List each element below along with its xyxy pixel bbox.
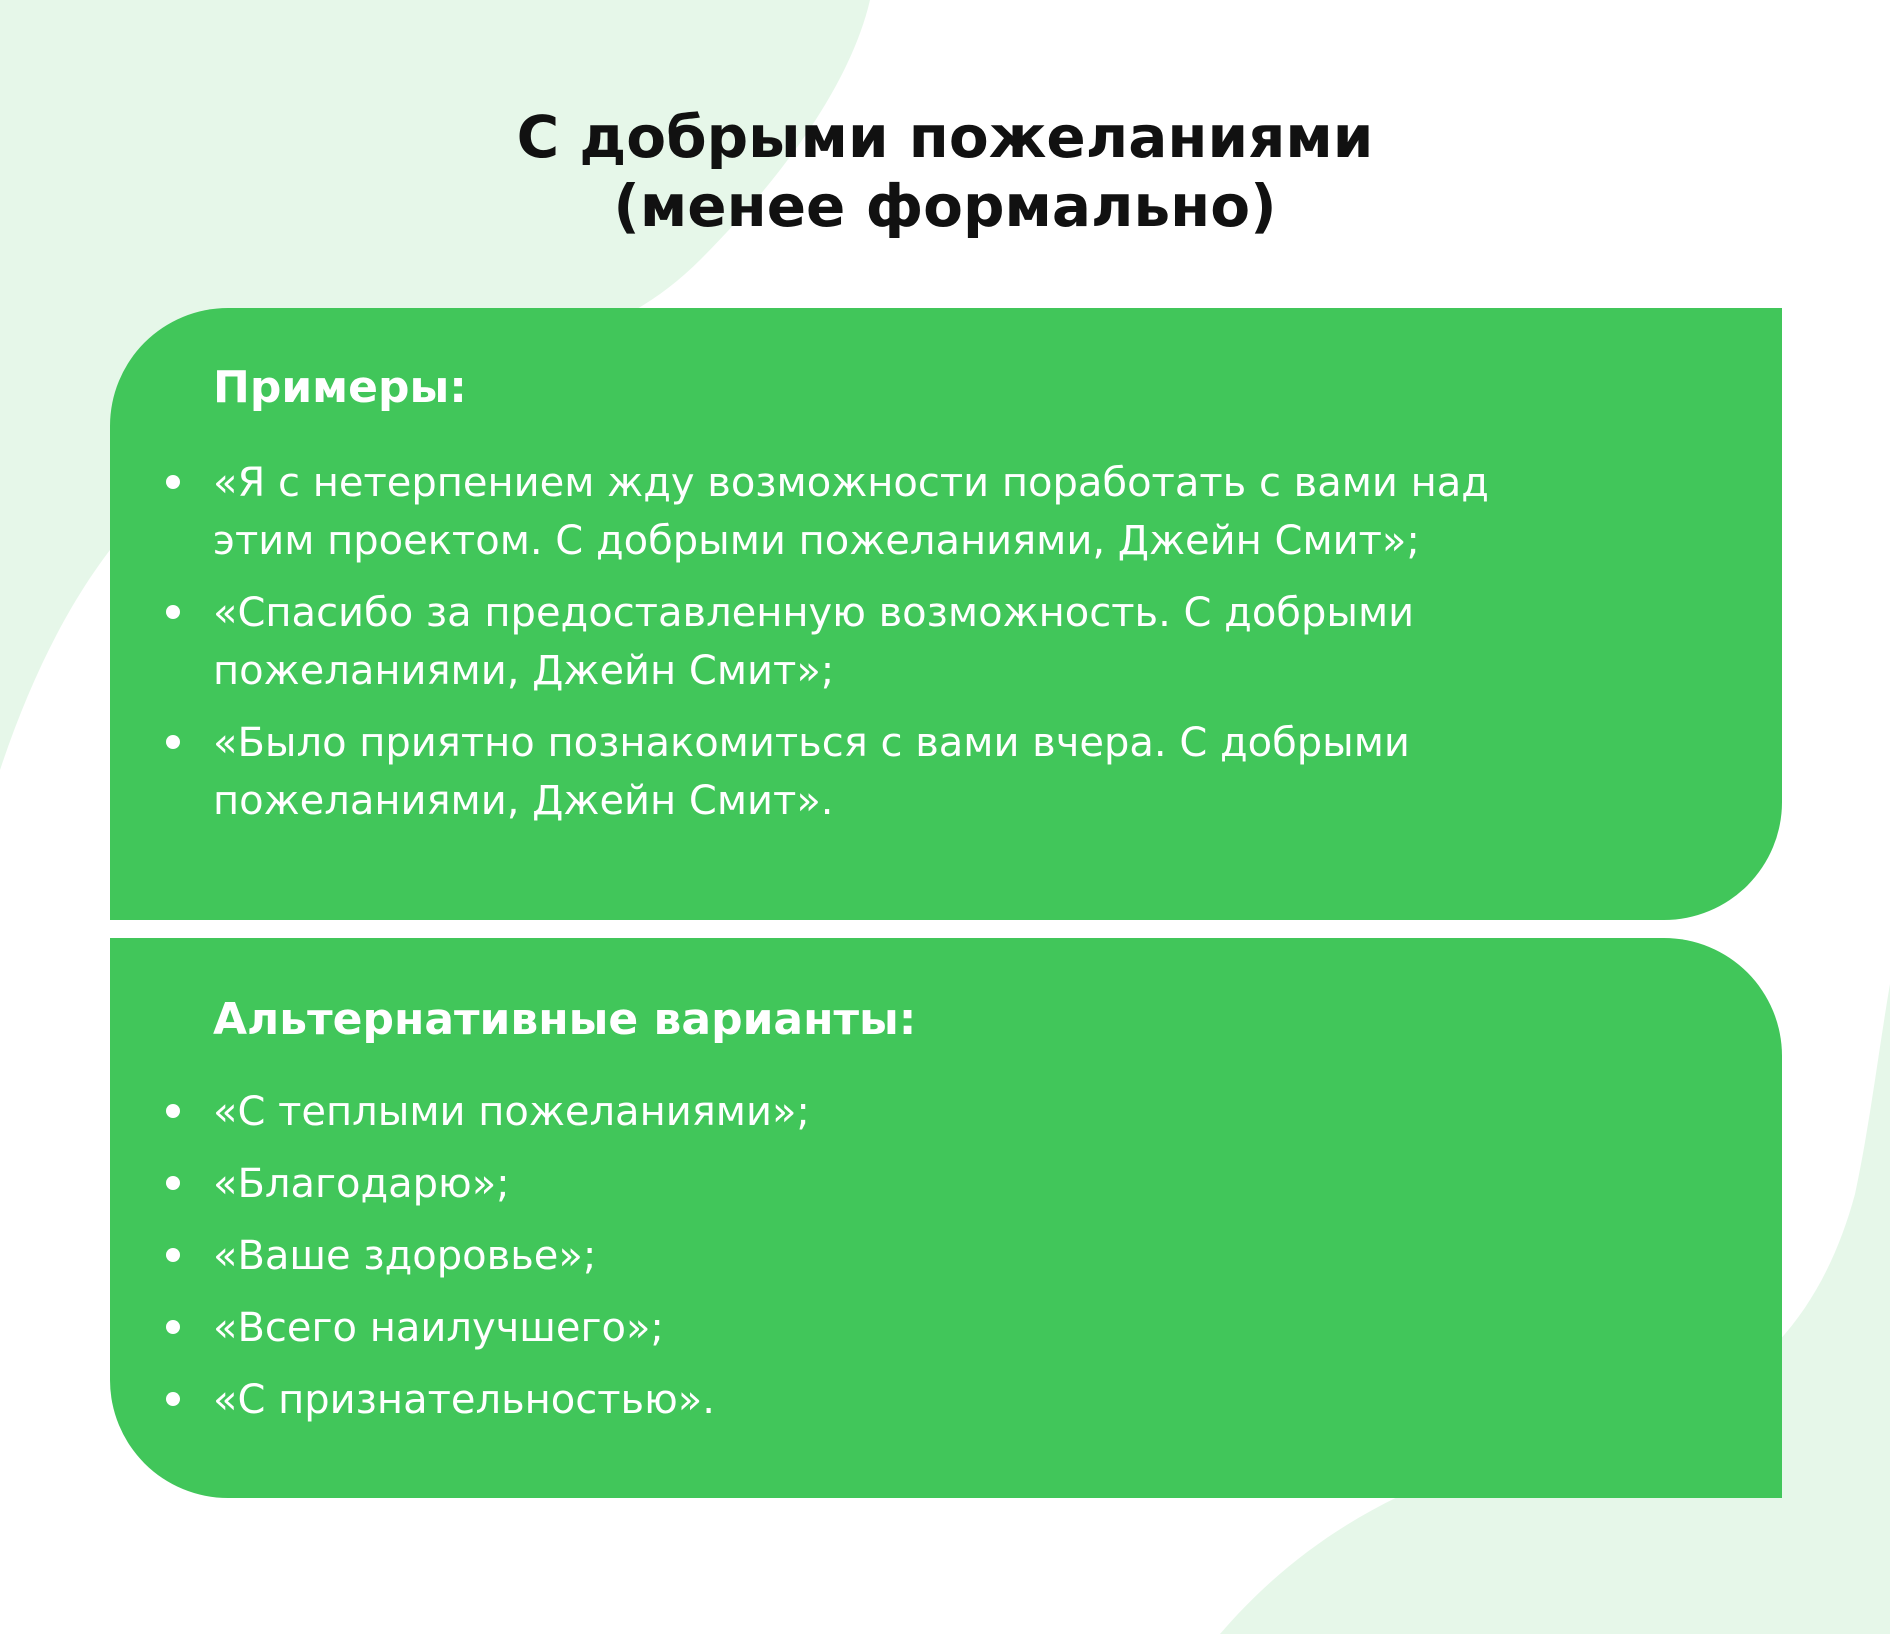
examples-list-item-text: «Спасибо за предоставленную возможность. С добрыми пожеланиями, Джейн Смит»;: [213, 590, 1415, 694]
alternatives-list-item: [213, 1227, 1667, 1285]
alternatives-list-item-text: «Благодарю»;: [213, 1161, 510, 1207]
alternatives-list-item: [213, 1299, 1667, 1357]
bullet-dot-icon: [166, 1248, 180, 1262]
alternatives-list-item: [213, 1083, 1667, 1141]
alternatives-list-item-text: «С признательностью».: [213, 1377, 715, 1423]
alternatives-list-item-text: «Ваше здоровье»;: [213, 1233, 597, 1279]
alternatives-card: [110, 938, 1782, 1498]
alternatives-list-item: [213, 1155, 1667, 1213]
alternatives-list-item-text: «Всего наилучшего»;: [213, 1305, 664, 1351]
bullet-dot-icon: [166, 1176, 180, 1190]
bullet-dot-icon: [166, 1104, 180, 1118]
bullet-dot-icon: [166, 605, 180, 619]
examples-list-item: [213, 454, 1513, 570]
examples-list: [213, 454, 1667, 844]
page-title-line-1: С добрыми пожеланиями: [516, 102, 1374, 171]
examples-list-item-text: «Я с нетерпением жду возможности поработать с вами над этим проектом. С добрыми пожеланиями, Джейн Смит»;: [213, 460, 1489, 564]
alternatives-heading: Альтернативные варианты:: [213, 994, 917, 1045]
page-title-line-2: (менее формально): [613, 172, 1277, 241]
examples-card: [110, 308, 1782, 920]
examples-list-item: [213, 584, 1513, 700]
bullet-dot-icon: [166, 1320, 180, 1334]
alternatives-list-item-text: «С теплыми пожеланиями»;: [213, 1089, 810, 1135]
bullet-dot-icon: [166, 475, 180, 489]
examples-list-item-text: «Было приятно познакомиться с вами вчера. С добрыми пожеланиями, Джейн Смит».: [213, 720, 1410, 824]
alternatives-list: [213, 1083, 1667, 1443]
bullet-dot-icon: [166, 735, 180, 749]
examples-list-item: [213, 714, 1513, 830]
examples-heading: Примеры:: [213, 362, 467, 413]
alternatives-list-item: [213, 1371, 1667, 1429]
bullet-dot-icon: [166, 1392, 180, 1406]
page-title: [0, 103, 1890, 242]
